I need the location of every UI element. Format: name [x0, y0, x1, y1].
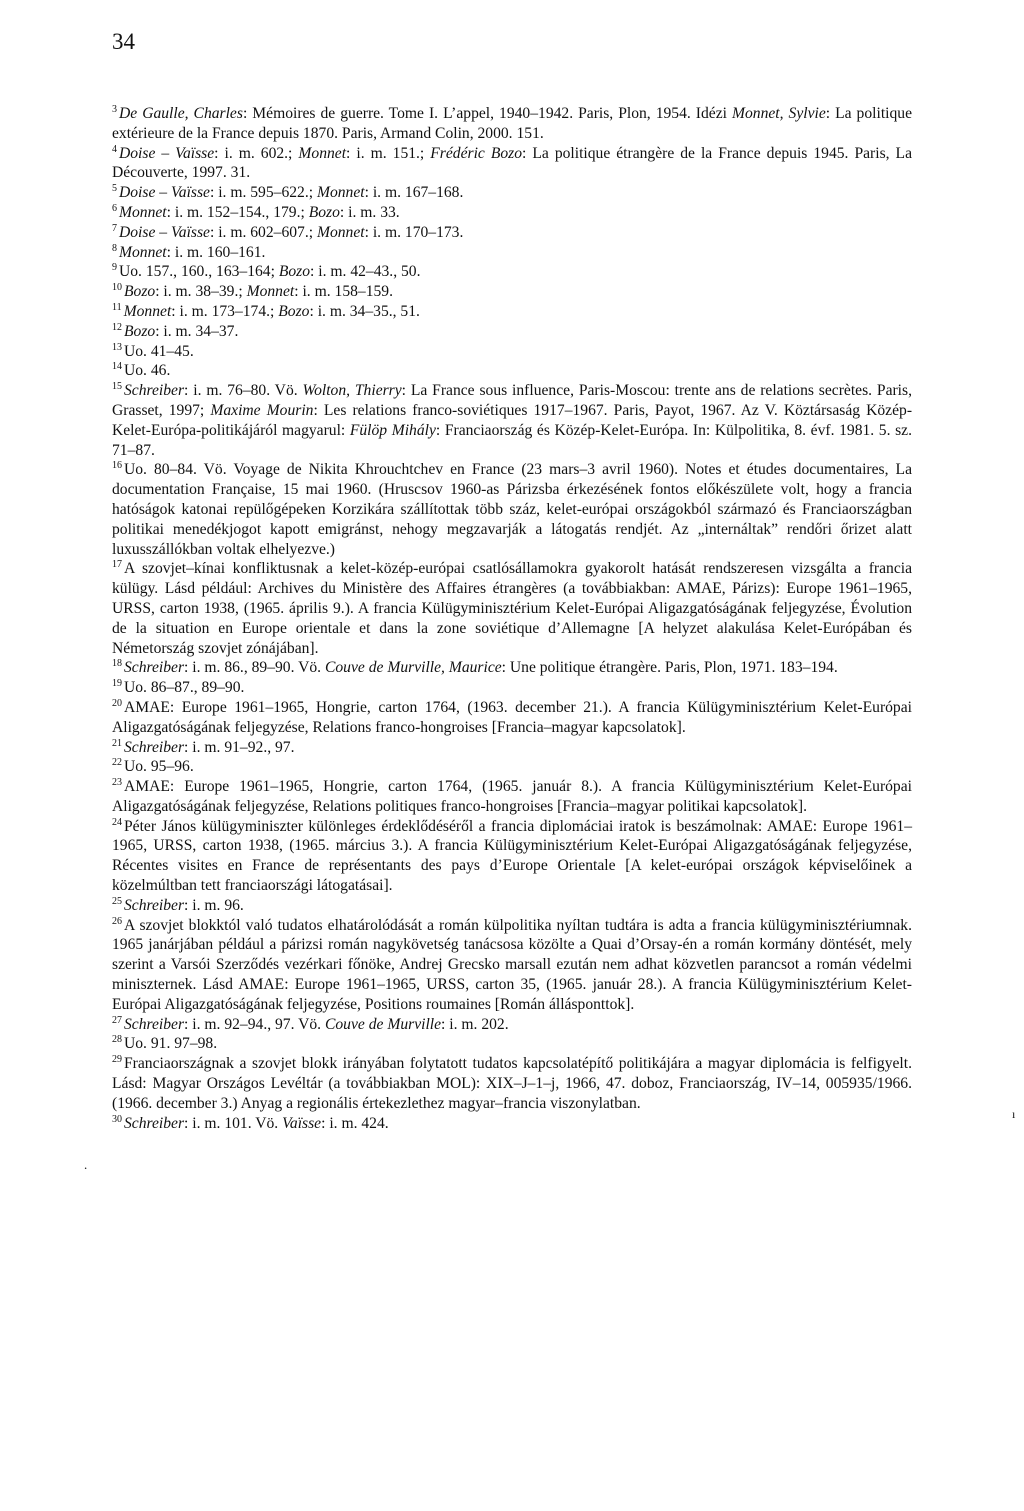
author-name: Couve de Murville: [324, 1015, 442, 1033]
footnote-number: 14: [112, 361, 122, 373]
author-name: Bozo: [278, 302, 310, 320]
author-name: Bozo: [278, 263, 311, 281]
footnote-text: : La politique extérieure de la France depuis 1870. Paris, Armand Colin, 2000. 151.: [112, 105, 912, 142]
footnote-text: : i. m. 170–173.: [364, 223, 464, 241]
footnote-number: 21: [112, 737, 122, 749]
footnote-19: [112, 678, 912, 698]
footnote-text: : i. m. 91–92., 97.: [184, 738, 295, 756]
footnote-number: 23: [112, 777, 122, 789]
footnote-text: : i. m. 424.: [321, 1114, 389, 1132]
footnote-10: [112, 282, 912, 302]
footnote-26: [112, 916, 912, 1015]
footnote-text: : i. m. 86., 89–90. Vö.: [184, 659, 325, 677]
author-name: De Gaulle, Charles: [119, 105, 243, 122]
footnote-text: Franciaországnak a szovjet blokk irányában folytatott tudatos kapcsolatépítő politikájára a magyar diplomácia is felfigyelt. Lásd: Magyar Országos Levéltár (a továbbiakban MOL): XIX–J–1–j, 1966, 47. doboz, Franciaország, IV–14, 005935/1966. (1966. december 3.) Anyag a regionális értekezlethez magyar–francia viszonylatban.: [112, 1055, 912, 1112]
footnote-number: 27: [112, 1014, 122, 1026]
footnote-number: 5: [112, 183, 117, 195]
footnote-text: : i. m. 173–174.;: [171, 302, 279, 320]
footnote-text: : Mémoires de guerre. Tome I. L’appel, 1940–1942. Paris, Plon, 1954. Idézi: [242, 105, 732, 122]
author-name: Fülöp Mihály: [349, 421, 436, 439]
author-name: Frédéric Bozo: [430, 144, 523, 162]
footnote-text: A szovjet blokktól való tudatos elhatárolódását a román külpolitika nyíltan tudtára is adta a francia külügyminisztériumnak. 1965 janárjában például a párizsi román nagykövetség tanácsosa közölte a Quai d’Orsay-én a román kormány döntését, mely szerint a Varsói Szerződés vezérkari főnöke, Andrej Grecsko marsall ezután nem adhat közvetlen parancsot a román védelmi miniszternek. Lásd AMAE: Europe 1961–1965, URSS, carton 35, (1965. január 28.). A francia Külügyminisztérium Kelet-Európai Aligazgatóságának feljegyzése, Positions roumaines [Román állásponttok].: [112, 916, 912, 1013]
author-name: Monnet: [316, 184, 365, 202]
author-name: Monnet: [119, 203, 167, 221]
footnote-number: 13: [112, 341, 122, 353]
footnote-number: 30: [112, 1113, 122, 1125]
footnotes-list: [112, 104, 912, 1133]
footnote-text: : i. m. 202.: [441, 1015, 509, 1033]
author-name: Couve de Murville, Maurice: [324, 659, 502, 677]
footnote-number: 3: [112, 104, 117, 115]
footnote-18: [112, 658, 912, 678]
footnote-text: : i. m. 152–154., 179.;: [166, 203, 309, 221]
footnote-27: [112, 1015, 912, 1035]
footnote-number: 18: [112, 658, 122, 670]
footnote-text: : i. m. 34–35., 51.: [309, 302, 420, 320]
footnote-text: : i. m. 38–39.;: [155, 283, 247, 301]
footnote-number: 29: [112, 1054, 122, 1066]
author-name: Monnet, Sylvie: [731, 105, 826, 122]
footnote-number: 24: [112, 816, 122, 828]
footnote-6: [112, 203, 912, 223]
footnote-text: Uo. 46.: [124, 362, 171, 380]
footnote-number: 10: [112, 282, 122, 294]
footnote-number: 25: [112, 895, 122, 907]
footnote-number: 26: [112, 915, 122, 927]
footnote-text: Uo. 80–84. Vö. Voyage de Nikita Khrouchtchev en France (23 mars–3 avril 1960). Notes et études documentaires, La documentation Française, 15 mai 1960. (Hruscsov 1960-as Párizsba érkezésének fontos előkészülete volt, hogy a francia hatóságok katonai repülőgépeken Korzikára szállítottak több száz, kelet-európai országokból származó és Franciaországban politikai menedékjogot kapott emigránst, nehogy megzavarják a látogatás rendjét. Az „internáltak” rendőri őrizet alatt luxusszállókban voltak elhelyezve.): [112, 461, 912, 558]
footnote-text: : Les relations franco-soviétiques 1917–1967. Paris, Payot, 1967. Az V. Köztársaság Közép-Kelet-Európa-politikájáról magyarul:: [112, 401, 913, 439]
footnote-3: [112, 104, 912, 144]
author-name: Maxime Mourin: [210, 401, 314, 419]
footnote-number: 7: [112, 222, 117, 234]
author-name: Schreiber: [124, 659, 185, 677]
footnote-9: [112, 262, 912, 282]
footnote-16: [112, 460, 912, 559]
footnote-17: [112, 559, 912, 658]
footnote-text: : Une politique étrangère. Paris, Plon, 1971. 183–194.: [501, 659, 838, 677]
footnote-21: [112, 738, 912, 758]
footnote-number: 15: [112, 381, 122, 393]
page-number: 34: [112, 29, 135, 54]
author-name: Vaïsse: [282, 1114, 322, 1132]
author-name: Bozo: [124, 283, 156, 301]
footnote-text: : i. m. 167–168.: [364, 184, 464, 202]
footnote-text: : i. m. 96.: [184, 896, 244, 914]
footnote-text: AMAE: Europe 1961–1965, Hongrie, carton 1764, (1963. december 21.). A francia Külügyminisztérium Kelet-Európai Aligazgatóságának feljegyzése, Relations franco-hongroises [Francia–magyar kapcsolatok].: [112, 698, 912, 736]
footnote-28: [112, 1034, 912, 1054]
footnote-number: 20: [112, 697, 122, 709]
footnote-22: [112, 757, 912, 777]
footnote-text: Uo. 86–87., 89–90.: [124, 679, 245, 697]
margin-dot: .: [84, 1157, 88, 1172]
author-name: Schreiber: [124, 896, 185, 914]
footnote-number: 9: [112, 262, 117, 274]
author-name: Monnet: [316, 223, 365, 241]
footnote-text: AMAE: Europe 1961–1965, Hongrie, carton 1764, (1965. január 8.). A francia Külügyminisztérium Kelet-Európai Aligazgatóságának feljegyzése, Relations politiques franco-hongroises [Francia–magyar politikai kapcsolatok].: [112, 778, 912, 815]
footnote-text: : i. m. 33.: [339, 203, 400, 221]
author-name: Doise – Vaïsse: [119, 223, 210, 241]
footnote-23: [112, 777, 912, 817]
footnote-text: : i. m. 151.;: [346, 144, 431, 162]
footnote-text: Uo. 157., 160., 163–164;: [119, 263, 279, 281]
author-name: Monnet: [246, 283, 295, 301]
footnote-text: Uo. 41–45.: [124, 342, 194, 360]
author-name: Doise – Vaïsse: [119, 144, 215, 162]
footnote-12: [112, 322, 912, 342]
footnote-7: [112, 223, 912, 243]
author-name: Schreiber: [124, 1015, 185, 1033]
footnote-number: 6: [112, 202, 117, 214]
author-name: Schreiber: [124, 382, 185, 400]
footnote-text: : i. m. 76–80. Vö.: [184, 382, 303, 400]
footnote-5: [112, 183, 912, 203]
footnote-number: 16: [112, 460, 122, 472]
footnote-text: : i. m. 42–43., 50.: [310, 263, 421, 281]
author-name: Monnet: [123, 302, 172, 320]
footnote-text: : i. m. 602–607.;: [209, 223, 317, 241]
author-name: Doise – Vaïsse: [119, 184, 210, 202]
footnote-14: [112, 361, 912, 381]
footnote-8: [112, 243, 912, 263]
author-name: Monnet: [298, 144, 347, 162]
footnote-30: [112, 1114, 912, 1134]
margin-mark: ı: [1012, 1107, 1016, 1121]
footnote-20: [112, 698, 912, 738]
footnote-number: 12: [112, 321, 122, 333]
footnote-text: : i. m. 101. Vö.: [184, 1114, 283, 1132]
footnote-number: 11: [112, 301, 122, 313]
footnote-text: A szovjet–kínai konfliktusnak a kelet-közép-európai csatlósállamokra gyakorolt hatását rendszeresen vizsgálta a francia külügy. Lásd például: Archives du Ministère des Affaires étrangères (a továbbiakban: AMAE, Párizs): Europe 1961–1965, URSS, carton 1938, (1965. április 9.). A francia Külügyminisztérium Kelet-Európai Aligazgatóságának feljegyzése, Évolution de la situation en Europe orientale et dans la zone soviétique d’Allemagne [A helyzet alakulása Kelet-Európában és Németország szovjet zónájában].: [112, 560, 912, 657]
footnote-text: : i. m. 92–94., 97. Vö.: [184, 1015, 325, 1033]
footnote-number: 4: [112, 143, 117, 155]
footnote-11: [112, 302, 912, 322]
footnote-text: : Franciaország és Közép-Kelet-Európa. In: Külpolitika, 8. évf. 1981. 5. sz. 71–87.: [112, 421, 912, 459]
footnote-number: 28: [112, 1034, 122, 1046]
footnote-24: [112, 817, 912, 896]
footnote-text: : i. m. 34–37.: [155, 322, 239, 340]
footnote-text: : i. m. 158–159.: [294, 283, 393, 301]
footnote-number: 17: [112, 559, 122, 571]
author-name: Wolton, Thierry: [302, 382, 402, 400]
author-name: Schreiber: [124, 738, 185, 756]
author-name: Schreiber: [124, 1114, 185, 1132]
author-name: Monnet: [119, 243, 167, 261]
footnote-text: Uo. 91. 97–98.: [124, 1035, 218, 1053]
footnote-29: [112, 1054, 912, 1113]
footnote-text: : La politique étrangère de la France depuis 1945. Paris, La Découverte, 1997. 31.: [112, 144, 912, 182]
footnote-text: Péter János külügyminiszter különleges érdeklődéséről a francia diplomáciai iratok is beszámolnak: AMAE: Europe 1961–1965, URSS, carton 1938, (1965. március 3.). A francia Külügyminisztérium Kelet-Európai Aligazgatóságának feljegyzése, Récentes visites en France de représentants des pays d’Europe Orientale [A kelet-európai országok képviselőinek a közelmúltban tett franciaországi látogatásai].: [112, 817, 912, 895]
footnote-number: 19: [112, 678, 122, 690]
footnote-15: [112, 381, 912, 460]
author-name: Bozo: [308, 203, 340, 221]
footnote-25: [112, 896, 912, 916]
footnote-4: [112, 144, 912, 184]
footnote-text: : i. m. 602.;: [214, 144, 299, 162]
footnote-text: Uo. 95–96.: [124, 758, 194, 776]
footnote-number: 8: [112, 242, 117, 254]
footnote-13: [112, 342, 912, 362]
footnote-text: : i. m. 595–622.;: [209, 184, 317, 202]
footnote-text: : i. m. 160–161.: [166, 243, 266, 261]
footnote-number: 22: [112, 757, 122, 769]
author-name: Bozo: [124, 322, 156, 340]
footnote-text: : La France sous influence, Paris-Moscou: trente ans de relations secrètes. Paris, Grasset, 1997;: [112, 382, 912, 419]
